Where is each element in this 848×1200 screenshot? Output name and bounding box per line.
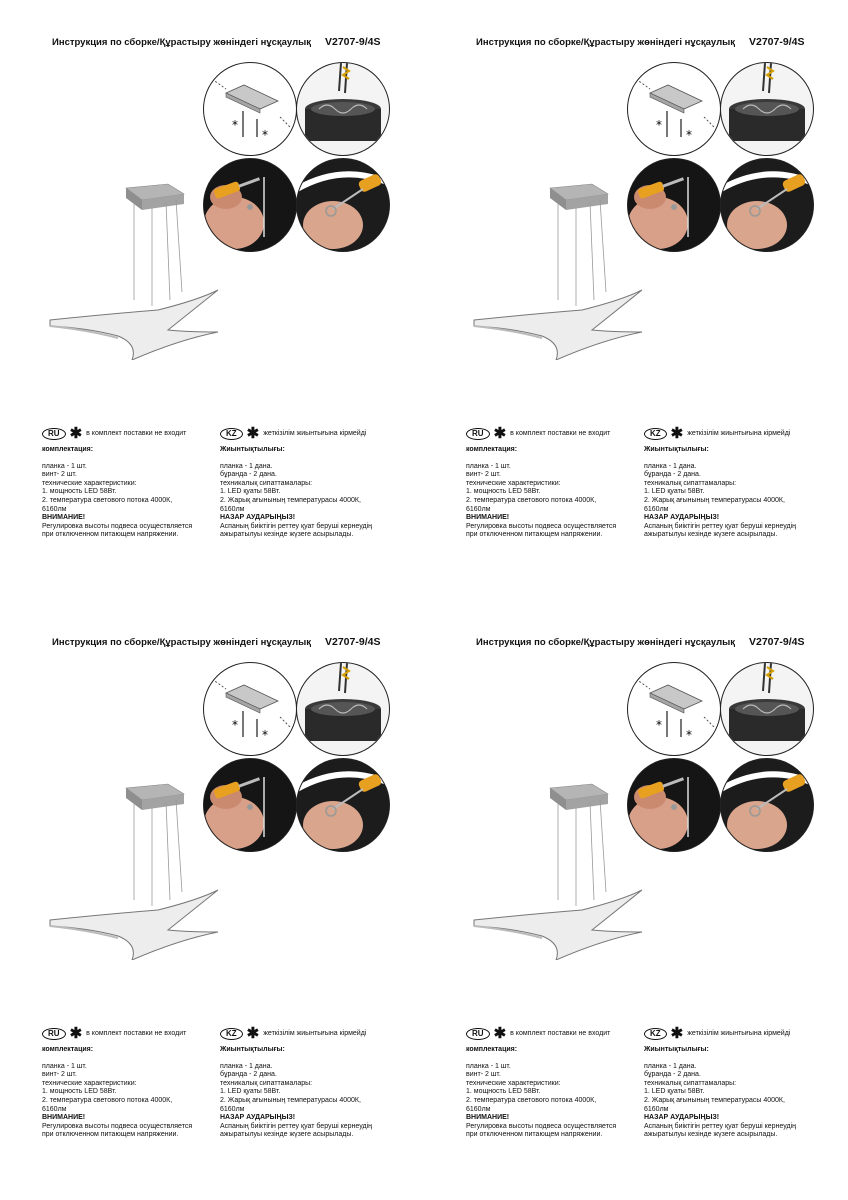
kz-warning-line: Аспаның биіктігін реттеу қуат беруші кернеудің	[644, 1122, 797, 1130]
ru-item: винт- 2 шт.	[466, 1071, 501, 1079]
kz-specs-title: техникалық сипаттамалары:	[220, 479, 313, 487]
kz-warning-title: НАЗАР АУДАРЫҢЫЗ!	[644, 1114, 720, 1122]
kz-warning-line: ажыратылуы кезінде жүзеге асырылады.	[644, 531, 778, 539]
cable-clamp-icon	[721, 159, 813, 251]
sheet-title	[476, 36, 804, 48]
kz-item: бұранда - 2 дана.	[644, 471, 701, 479]
ru-complect-title: комплектация:	[42, 1046, 94, 1053]
kz-warning-line: ажыратылуы кезінде жүзеге асырылады.	[220, 531, 354, 539]
ru-item: винт- 2 шт.	[42, 1071, 77, 1079]
russian-header	[466, 1025, 638, 1042]
kz-item: бұранда - 2 дана.	[220, 471, 277, 479]
bracket-detail-image	[627, 62, 721, 156]
kz-complect-title: Жиынтықтылығы:	[220, 446, 285, 453]
pendant-lamp-illustration	[472, 180, 652, 360]
ru-spec: 6160лм	[42, 1105, 67, 1113]
kz-note: жеткізілім жиынтығына кірмейді	[687, 429, 791, 437]
kazakh-header	[220, 425, 400, 442]
kz-warning-line: ажыратылуы кезінде жүзеге асырылады.	[220, 1131, 354, 1139]
ru-specs-title: технические характеристики:	[466, 479, 561, 487]
kz-warning-title: НАЗАР АУДАРЫҢЫЗ!	[220, 1114, 296, 1122]
pendant-lamp-illustration	[472, 780, 652, 960]
ru-complect-title: комплектация:	[466, 446, 518, 453]
ru-spec: 1. мощность LED 58Вт.	[466, 488, 541, 496]
kazakh-header	[644, 425, 824, 442]
ru-spec: 2. температура светового потока 4000К,	[42, 496, 173, 504]
asterisk-icon: ✱	[69, 425, 83, 442]
svg-text:*: *	[232, 118, 238, 132]
model-number: V2707-9/4S	[749, 36, 805, 48]
title-text: Инструкция по сборке/Құрастыру жөніндегі нұсқаулық	[52, 637, 311, 648]
kazakh-header	[220, 1025, 400, 1042]
kz-specs-title: техникалық сипаттамалары:	[220, 1079, 313, 1087]
mounting-bracket-icon	[204, 63, 296, 155]
kazakh-column	[644, 1025, 824, 1140]
russian-header	[42, 425, 214, 442]
suspension-step-image	[296, 758, 390, 852]
pendant-lamp-illustration	[48, 780, 228, 960]
kz-warning-line: Аспаның биіктігін реттеу қуат беруші кернеудің	[220, 522, 373, 530]
ru-spec: 1. мощность LED 58Вт.	[466, 1088, 541, 1096]
ru-warning-line: Регулировка высоты подвеса осуществляется	[42, 1122, 193, 1130]
kz-spec: 2. Жарық ағынының температурасы 4000К,	[220, 496, 361, 504]
kz-spec: 1. LED қуаты 58Вт.	[644, 488, 705, 496]
suspension-step-image	[296, 158, 390, 252]
title-text: Инструкция по сборке/Құрастыру жөніндегі нұсқаулық	[476, 637, 735, 648]
kazakh-column	[220, 1025, 400, 1140]
pendant-lamp-icon	[472, 780, 652, 960]
ru-warning-line: при отключенном питающем напряжении.	[466, 1131, 603, 1139]
kz-item: планка - 1 дана.	[220, 1062, 273, 1070]
canopy-icon	[721, 63, 813, 155]
ru-spec: 6160лм	[466, 505, 491, 513]
ru-complect-title: комплектация:	[42, 446, 94, 453]
ru-item: винт- 2 шт.	[42, 471, 77, 479]
title-text: Инструкция по сборке/Құрастыру жөніндегі нұсқаулық	[52, 37, 311, 48]
ru-warning-title: ВНИМАНИЕ!	[42, 514, 86, 522]
ru-badge: RU	[466, 1028, 490, 1040]
kz-spec: 1. LED қуаты 58Вт.	[644, 1088, 705, 1096]
ru-spec: 1. мощность LED 58Вт.	[42, 488, 117, 496]
kz-item: планка - 1 дана.	[220, 462, 273, 470]
svg-text:*: *	[686, 728, 692, 742]
kazakh-column	[220, 425, 400, 540]
ru-spec: 2. температура светового потока 4000К,	[466, 1096, 597, 1104]
asterisk-icon: ✱	[69, 1025, 83, 1042]
kz-item: бұранда - 2 дана.	[220, 1071, 277, 1079]
russian-column	[42, 425, 214, 540]
ru-note: в комплект поставки не входит	[86, 1029, 187, 1037]
ru-badge: RU	[466, 428, 490, 440]
model-number: V2707-9/4S	[325, 36, 381, 48]
ru-item: планка - 1 шт.	[466, 1062, 511, 1070]
canopy-wiring-image	[296, 662, 390, 756]
kz-warning-title: НАЗАР АУДАРЫҢЫЗ!	[644, 514, 720, 522]
svg-text:*: *	[262, 728, 268, 742]
kz-spec: 6160лм	[220, 505, 245, 513]
ru-specs-title: технические характеристики:	[466, 1079, 561, 1087]
suspension-step-image	[720, 158, 814, 252]
kz-complect-title: Жиынтықтылығы:	[220, 1046, 285, 1053]
svg-text:*: *	[656, 118, 662, 132]
russian-header	[466, 425, 638, 442]
ru-item: планка - 1 шт.	[42, 462, 87, 470]
bracket-detail-image	[627, 662, 721, 756]
kz-specs-title: техникалық сипаттамалары:	[644, 479, 737, 487]
mounting-bracket-icon	[204, 663, 296, 755]
cable-clamp-icon	[297, 759, 389, 851]
asterisk-icon: ✱	[670, 425, 684, 442]
canopy-wiring-image	[296, 62, 390, 156]
title-text: Инструкция по сборке/Құрастыру жөніндегі нұсқаулық	[476, 37, 735, 48]
ru-warning-line: Регулировка высоты подвеса осуществляется	[466, 522, 617, 530]
kz-spec: 2. Жарық ағынының температурасы 4000К,	[644, 496, 785, 504]
ru-warning-title: ВНИМАНИЕ!	[466, 514, 510, 522]
sheet-title	[52, 36, 380, 48]
ru-warning-line: при отключенном питающем напряжении.	[42, 531, 179, 539]
asterisk-icon: ✱	[246, 1025, 260, 1042]
ru-spec: 6160лм	[42, 505, 67, 513]
ru-spec: 6160лм	[466, 1105, 491, 1113]
ru-note: в комплект поставки не входит	[510, 429, 611, 437]
instruction-sheet-1	[0, 0, 424, 600]
ru-warning-title: ВНИМАНИЕ!	[466, 1114, 510, 1122]
russian-header	[42, 1025, 214, 1042]
kz-spec: 1. LED қуаты 58Вт.	[220, 1088, 281, 1096]
kazakh-header	[644, 1025, 824, 1042]
instruction-sheet-4	[424, 600, 848, 1200]
ru-spec: 2. температура светового потока 4000К,	[42, 1096, 173, 1104]
ru-warning-line: при отключенном питающем напряжении.	[466, 531, 603, 539]
kz-badge: KZ	[644, 1028, 667, 1040]
svg-text:*: *	[656, 718, 662, 732]
canopy-wiring-image	[720, 62, 814, 156]
bracket-detail-image	[203, 662, 297, 756]
svg-text:*: *	[686, 128, 692, 142]
kz-spec: 2. Жарық ағынының температурасы 4000К,	[220, 1096, 361, 1104]
ru-badge: RU	[42, 1028, 66, 1040]
sheet-title	[476, 636, 804, 648]
kz-spec: 6160лм	[644, 1105, 669, 1113]
ru-note: в комплект поставки не входит	[510, 1029, 611, 1037]
ru-specs-title: технические характеристики:	[42, 479, 137, 487]
model-number: V2707-9/4S	[325, 636, 381, 648]
ru-item: планка - 1 шт.	[42, 1062, 87, 1070]
pendant-lamp-icon	[48, 180, 228, 360]
kz-item: планка - 1 дана.	[644, 1062, 697, 1070]
cable-clamp-icon	[721, 759, 813, 851]
sheet-title	[52, 636, 380, 648]
ru-note: в комплект поставки не входит	[86, 429, 187, 437]
kz-note: жеткізілім жиынтығына кірмейді	[687, 1029, 791, 1037]
instruction-sheet-3	[0, 600, 424, 1200]
ru-badge: RU	[42, 428, 66, 440]
canopy-icon	[297, 63, 389, 155]
kz-warning-line: Аспаның биіктігін реттеу қуат беруші кернеудің	[220, 1122, 373, 1130]
ru-spec: 2. температура светового потока 4000К,	[466, 496, 597, 504]
russian-column	[466, 1025, 638, 1140]
asterisk-icon: ✱	[493, 1025, 507, 1042]
pendant-lamp-icon	[48, 780, 228, 960]
russian-column	[42, 1025, 214, 1140]
canopy-icon	[721, 663, 813, 755]
ru-warning-title: ВНИМАНИЕ!	[42, 1114, 86, 1122]
canopy-icon	[297, 663, 389, 755]
ru-warning-line: Регулировка высоты подвеса осуществляется	[42, 522, 193, 530]
canopy-wiring-image	[720, 662, 814, 756]
kz-warning-line: Аспаның биіктігін реттеу қуат беруші кернеудің	[644, 522, 797, 530]
kz-note: жеткізілім жиынтығына кірмейді	[263, 429, 367, 437]
kz-spec: 6160лм	[644, 505, 669, 513]
kz-item: бұранда - 2 дана.	[644, 1071, 701, 1079]
model-number: V2707-9/4S	[749, 636, 805, 648]
kz-badge: KZ	[220, 428, 243, 440]
kz-item: планка - 1 дана.	[644, 462, 697, 470]
ru-item: планка - 1 шт.	[466, 462, 511, 470]
russian-column	[466, 425, 638, 540]
instruction-sheet-2	[424, 0, 848, 600]
ru-complect-title: комплектация:	[466, 1046, 518, 1053]
asterisk-icon: ✱	[670, 1025, 684, 1042]
kz-warning-line: ажыратылуы кезінде жүзеге асырылады.	[644, 1131, 778, 1139]
asterisk-icon: ✱	[493, 425, 507, 442]
mounting-bracket-icon	[628, 63, 720, 155]
asterisk-icon: ✱	[246, 425, 260, 442]
ru-warning-line: Регулировка высоты подвеса осуществляется	[466, 1122, 617, 1130]
pendant-lamp-illustration	[48, 180, 228, 360]
ru-warning-line: при отключенном питающем напряжении.	[42, 1131, 179, 1139]
suspension-step-image	[720, 758, 814, 852]
kz-spec: 2. Жарық ағынының температурасы 4000К,	[644, 1096, 785, 1104]
bracket-detail-image	[203, 62, 297, 156]
kz-spec: 1. LED қуаты 58Вт.	[220, 488, 281, 496]
ru-specs-title: технические характеристики:	[42, 1079, 137, 1087]
kz-badge: KZ	[220, 1028, 243, 1040]
kz-note: жеткізілім жиынтығына кірмейді	[263, 1029, 367, 1037]
ru-spec: 1. мощность LED 58Вт.	[42, 1088, 117, 1096]
mounting-bracket-icon	[628, 663, 720, 755]
pendant-lamp-icon	[472, 180, 652, 360]
ru-item: винт- 2 шт.	[466, 471, 501, 479]
kz-warning-title: НАЗАР АУДАРЫҢЫЗ!	[220, 514, 296, 522]
kz-badge: KZ	[644, 428, 667, 440]
kazakh-column	[644, 425, 824, 540]
kz-spec: 6160лм	[220, 1105, 245, 1113]
kz-complect-title: Жиынтықтылығы:	[644, 1046, 709, 1053]
svg-text:*: *	[232, 718, 238, 732]
kz-specs-title: техникалық сипаттамалары:	[644, 1079, 737, 1087]
cable-clamp-icon	[297, 159, 389, 251]
kz-complect-title: Жиынтықтылығы:	[644, 446, 709, 453]
svg-text:*: *	[262, 128, 268, 142]
